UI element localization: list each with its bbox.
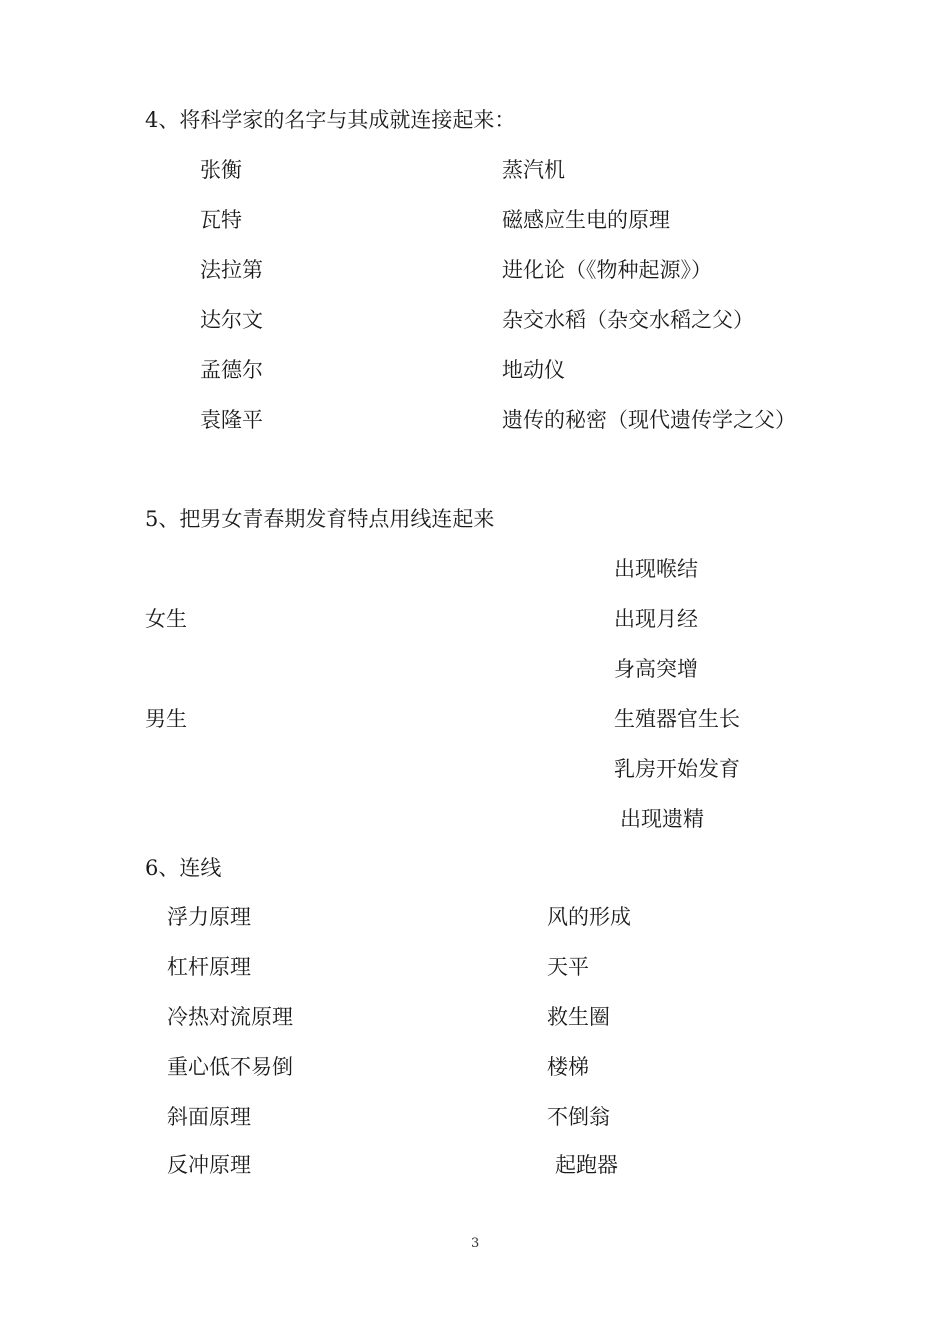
q4-name-4: 达尔文 (200, 308, 263, 332)
q5-trait-6: 出现遗精 (620, 807, 704, 831)
q6-application-1: 风的形成 (547, 905, 631, 929)
q6-application-2: 天平 (547, 955, 589, 979)
q4-name-3: 法拉第 (200, 258, 263, 282)
q6-principle-4: 重心低不易倒 (167, 1055, 293, 1079)
q4-name-2: 瓦特 (200, 208, 242, 232)
q6-application-6: 起跑器 (555, 1153, 618, 1177)
q5-trait-2: 出现月经 (614, 607, 698, 631)
q4-achievement-2: 磁感应生电的原理 (502, 208, 670, 232)
q6-principle-1: 浮力原理 (167, 905, 251, 929)
q4-achievement-4: 杂交水稻（杂交水稻之父） (502, 308, 754, 332)
q4-achievement-1: 蒸汽机 (502, 158, 565, 182)
q5-trait-1: 出现喉结 (614, 557, 698, 581)
q5-title: 5、把男女青春期发育特点用线连起来 (145, 507, 495, 531)
q5-trait-4: 生殖器官生长 (614, 707, 740, 731)
q5-trait-3: 身高突增 (614, 657, 698, 681)
q4-achievement-6: 遗传的秘密（现代遗传学之父） (502, 408, 796, 432)
q5-trait-5: 乳房开始发育 (614, 757, 740, 781)
q6-title: 6、连线 (145, 856, 222, 880)
q5-gender-female: 女生 (145, 607, 187, 631)
q6-application-4: 楼梯 (547, 1055, 589, 1079)
q6-principle-3: 冷热对流原理 (167, 1005, 293, 1029)
q4-name-1: 张衡 (200, 158, 242, 182)
q4-achievement-5: 地动仪 (502, 358, 565, 382)
q4-name-6: 袁隆平 (200, 408, 263, 432)
page-number: 3 (471, 1236, 480, 1251)
q6-application-5: 不倒翁 (547, 1105, 610, 1129)
q6-application-3: 救生圈 (547, 1005, 610, 1029)
q5-gender-male: 男生 (145, 707, 187, 731)
q4-title: 4、将科学家的名字与其成就连接起来： (145, 108, 516, 132)
q6-principle-5: 斜面原理 (167, 1105, 251, 1129)
q4-name-5: 孟德尔 (200, 358, 263, 382)
q6-principle-2: 杠杆原理 (167, 955, 251, 979)
q6-principle-6: 反冲原理 (167, 1153, 251, 1177)
q4-achievement-3: 进化论（《物种起源》） (502, 258, 712, 282)
